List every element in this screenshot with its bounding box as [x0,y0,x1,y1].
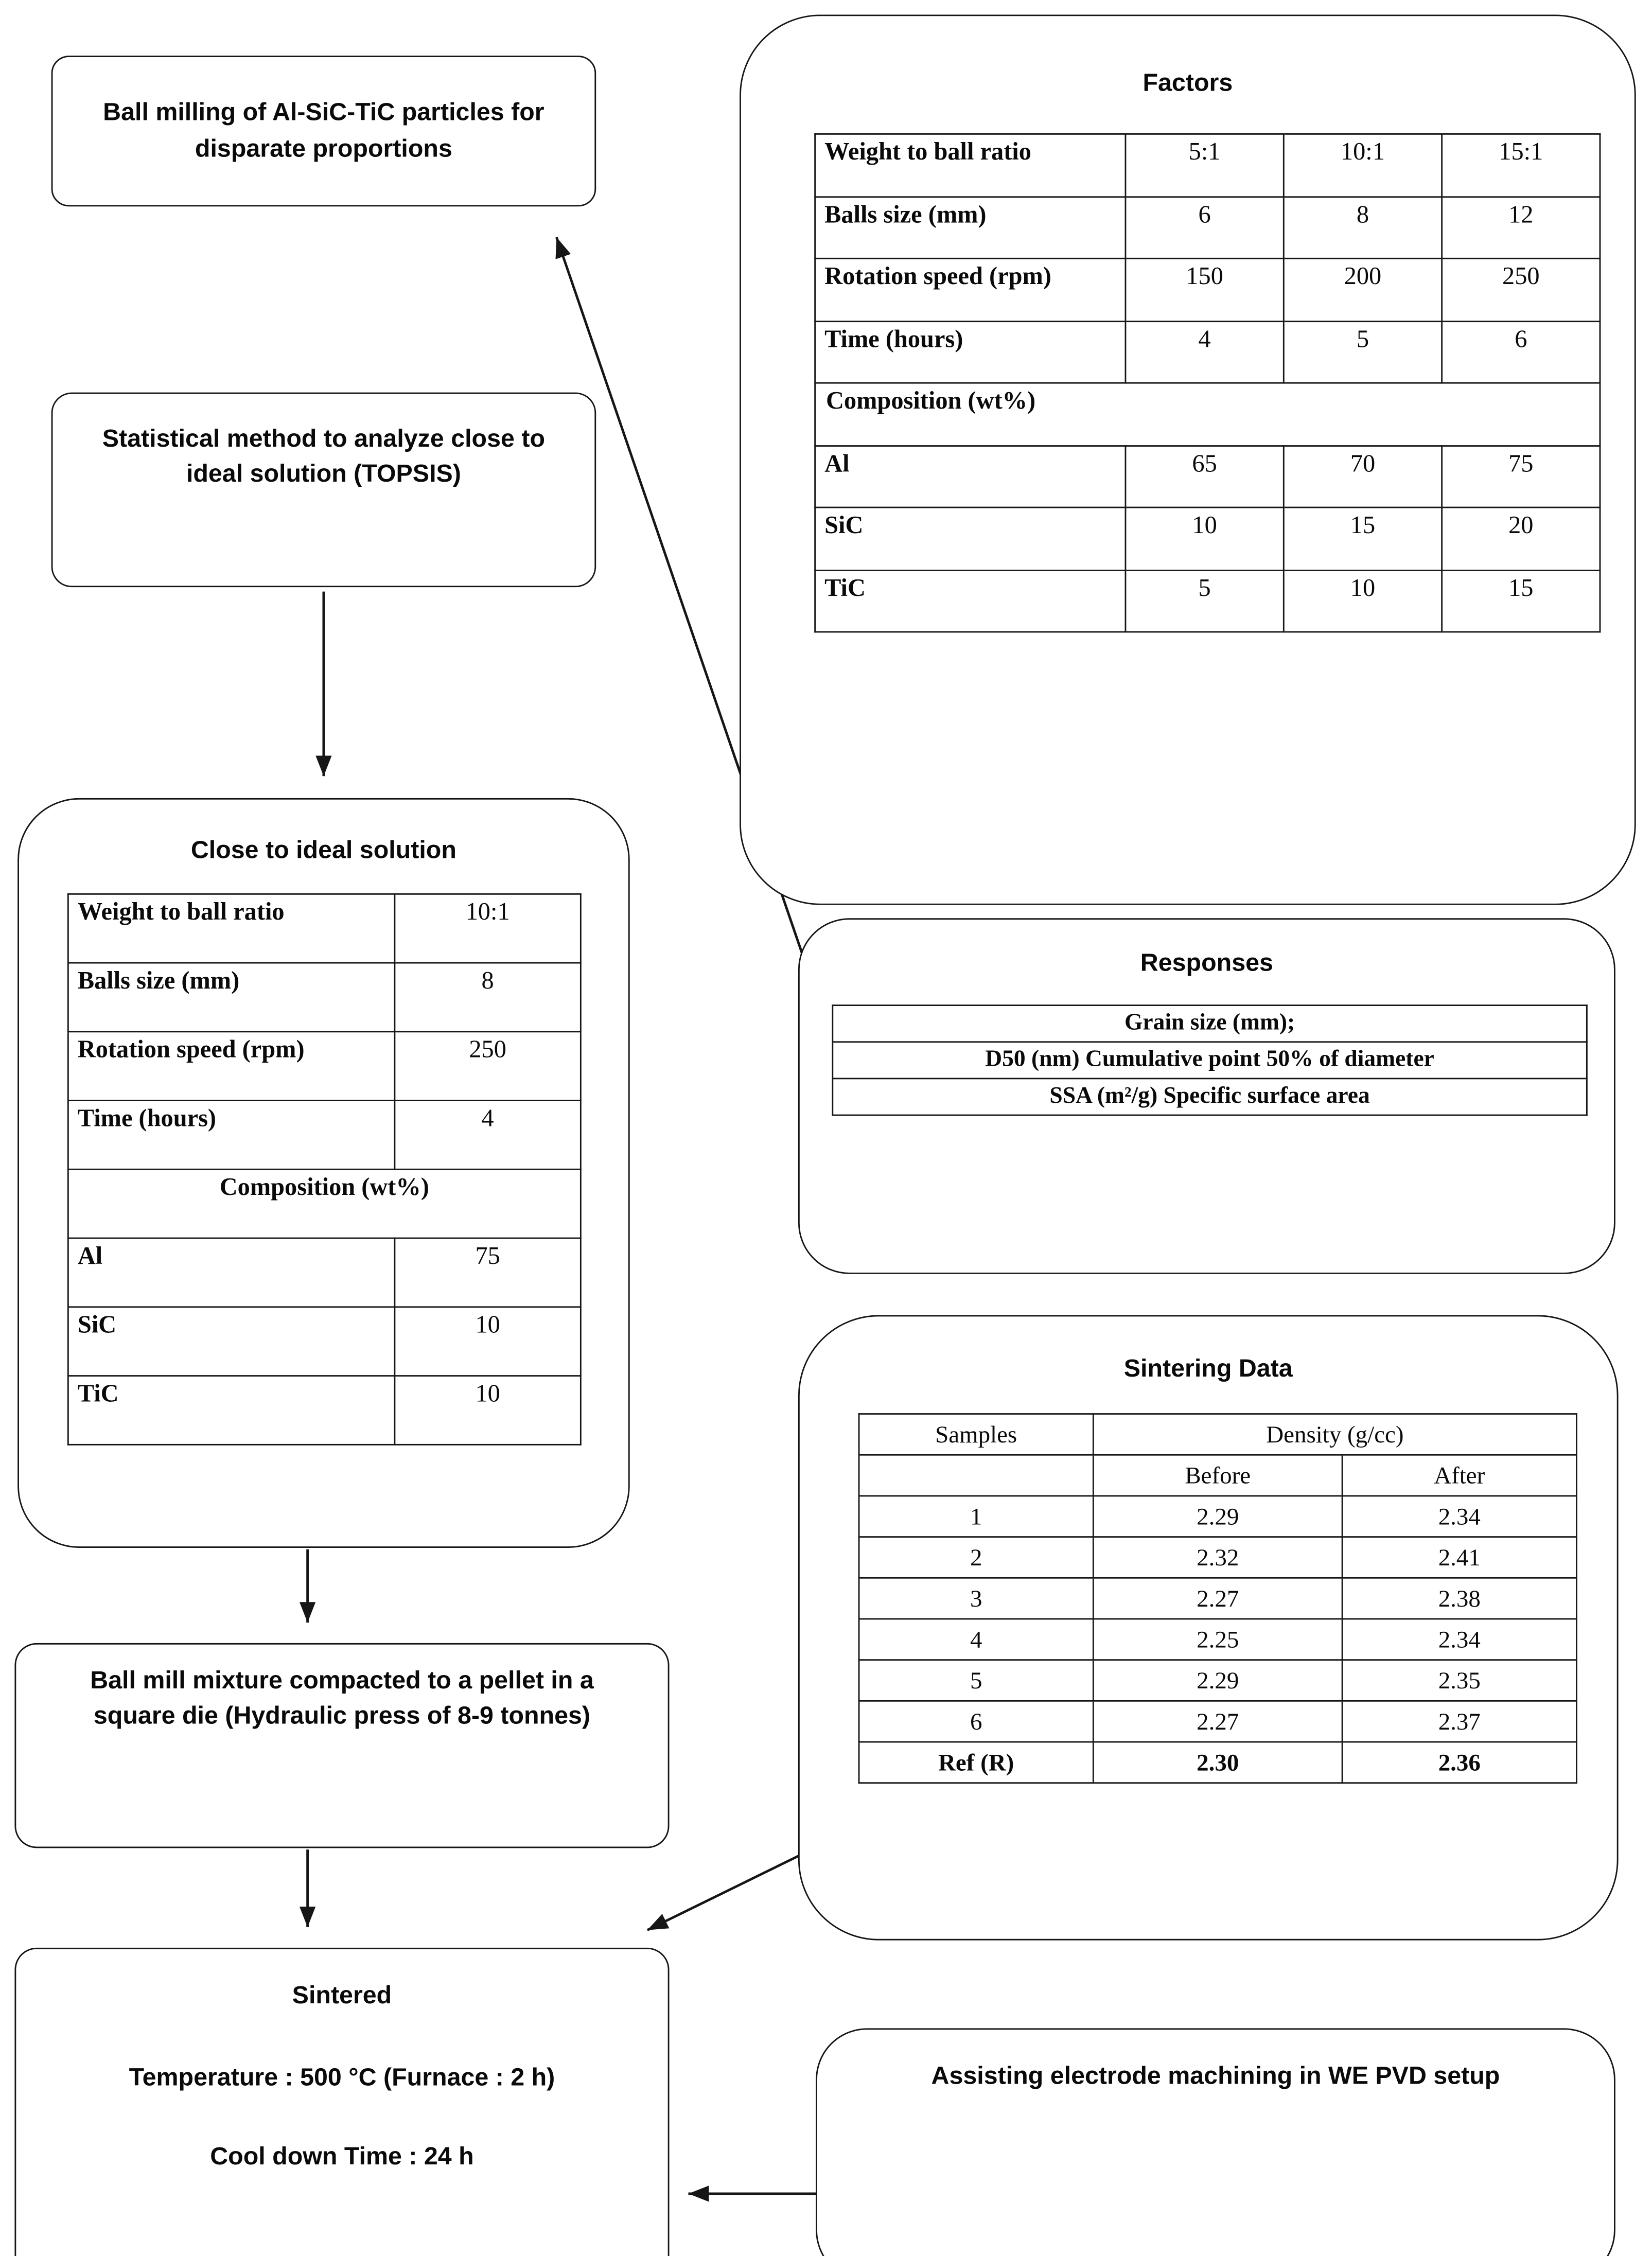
row-label: Rotation speed (rpm) [68,1032,395,1101]
row-value: 6 [1442,321,1600,383]
before-header: Before [1093,1455,1342,1496]
table-row [859,1701,1576,1742]
sample-cell: 2 [859,1537,1093,1578]
table-row [859,1537,1576,1578]
row-value: 5 [1126,570,1284,632]
sample-cell: 4 [859,1619,1093,1660]
after-cell: 2.41 [1342,1537,1576,1578]
composition-header: Composition (wt%) [815,383,1600,445]
row-value: 8 [1284,196,1442,258]
compacted-label: Ball mill mixture compacted to a pellet in a square die (Hydraulic press of 8-9 tonnes) [90,1666,594,1730]
table-row [859,1660,1576,1701]
before-cell: 2.29 [1093,1660,1342,1701]
row-label: Weight to ball ratio [68,894,395,963]
row-value: 12 [1442,196,1600,258]
table-row [815,570,1600,632]
row-label: Al [815,445,1126,507]
ideal-solution-box [17,798,630,1548]
table-row [68,1101,581,1170]
row-value: 15 [1442,570,1600,632]
row-value: 20 [1442,507,1600,570]
composition-header-row [68,1169,581,1238]
row-value: 8 [395,963,581,1032]
responses-table [832,1004,1587,1116]
after-cell: 2.34 [1342,1619,1576,1660]
sample-cell: 3 [859,1578,1093,1619]
table-row [68,1032,581,1101]
row-value: 75 [1442,445,1600,507]
ideal-solution-table [67,893,582,1446]
sintered-title: Sintered [292,1981,392,2010]
row-value: 10:1 [395,894,581,963]
row-label: Rotation speed (rpm) [815,258,1126,321]
row-value: 10 [1284,570,1442,632]
row-label: TiC [68,1376,395,1445]
table-row [815,321,1600,383]
sintering-data-title: Sintering Data [1123,1354,1293,1383]
row-value: 10:1 [1284,134,1442,196]
table-row [859,1578,1576,1619]
before-cell: 2.27 [1093,1578,1342,1619]
row-value: 250 [1442,258,1600,321]
compacted-box [14,1643,669,1848]
factors-box [740,14,1636,905]
statistical-method-label: Statistical method to analyze close to ideal solution (TOPSIS) [102,425,546,488]
row-value: 150 [1126,258,1284,321]
before-cell: 2.25 [1093,1619,1342,1660]
samples-header: Samples [859,1414,1093,1455]
row-value: 4 [1126,321,1284,383]
table-row [68,963,581,1032]
reference-row [859,1742,1576,1783]
row-label: Al [68,1238,395,1307]
before-cell: 2.32 [1093,1537,1342,1578]
ball-milling-box [51,56,596,206]
row-value: 4 [395,1101,581,1170]
table-row [815,196,1600,258]
row-value: 15:1 [1442,134,1600,196]
row-value: 10 [395,1307,581,1376]
before-cell: 2.27 [1093,1701,1342,1742]
factors-table [814,133,1601,632]
before-cell: 2.30 [1093,1742,1342,1783]
composition-header-row [815,383,1600,445]
table-row [833,1079,1587,1115]
sample-cell: 6 [859,1701,1093,1742]
row-value: 10 [395,1376,581,1445]
table-row [815,507,1600,570]
after-cell: 2.38 [1342,1578,1576,1619]
row-value: 5 [1284,321,1442,383]
after-cell: 2.35 [1342,1660,1576,1701]
sample-cell: 1 [859,1496,1093,1537]
before-cell: 2.29 [1093,1496,1342,1537]
response-item: SSA (m²/g) Specific surface area [833,1079,1587,1115]
table-row [68,1238,581,1307]
responses-title: Responses [1140,949,1273,977]
sample-cell: 5 [859,1660,1093,1701]
row-label: Time (hours) [68,1101,395,1170]
factors-title: Factors [1143,68,1233,97]
after-header: After [1342,1455,1576,1496]
row-value: 250 [395,1032,581,1101]
ideal-solution-title: Close to ideal solution [190,836,456,864]
table-row [833,1006,1587,1042]
sintering-data-table [858,1413,1577,1784]
header-row [859,1414,1576,1455]
assisting-electrode-box [816,2028,1615,2256]
row-label: Balls size (mm) [815,196,1126,258]
density-header: Density (g/cc) [1093,1414,1576,1455]
sintered-cooldown: Cool down Time : 24 h [210,2143,474,2171]
ball-milling-label: Ball milling of Al-SiC-TiC particles for disparate proportions [103,98,544,162]
table-row [815,258,1600,321]
row-value: 6 [1126,196,1284,258]
row-label: Balls size (mm) [68,963,395,1032]
table-row [859,1496,1576,1537]
row-label: SiC [68,1307,395,1376]
table-row [833,1042,1587,1079]
header-row [859,1455,1576,1496]
after-cell: 2.37 [1342,1701,1576,1742]
row-label: SiC [815,507,1126,570]
statistical-method-box [51,393,596,587]
table-row [68,1376,581,1445]
table-row [859,1619,1576,1660]
row-value: 70 [1284,445,1442,507]
row-label: Weight to ball ratio [815,134,1126,196]
after-cell: 2.34 [1342,1496,1576,1537]
sample-cell: Ref (R) [859,1742,1093,1783]
row-value: 200 [1284,258,1442,321]
sintered-temperature: Temperature : 500 °C (Furnace : 2 h) [129,2064,555,2092]
composition-header: Composition (wt%) [68,1169,581,1238]
table-row [815,134,1600,196]
response-item: Grain size (mm); [833,1006,1587,1042]
row-value: 75 [395,1238,581,1307]
empty-cell [859,1455,1093,1496]
row-value: 15 [1284,507,1442,570]
assisting-electrode-label: Assisting electrode machining in WE PVD setup [931,2061,1500,2090]
table-row [68,1307,581,1376]
row-value: 65 [1126,445,1284,507]
row-label: Time (hours) [815,321,1126,383]
table-row [815,445,1600,507]
sintering-data-box [798,1315,1619,1940]
table-row [68,894,581,963]
arrow-sinteringdata-to-sintered [647,1854,803,1930]
row-value: 10 [1126,507,1284,570]
row-value: 5:1 [1126,134,1284,196]
response-item: D50 (nm) Cumulative point 50% of diameter [833,1042,1587,1079]
sintered-box [14,1948,669,2256]
after-cell: 2.36 [1342,1742,1576,1783]
row-label: TiC [815,570,1126,632]
responses-box [798,918,1615,1274]
